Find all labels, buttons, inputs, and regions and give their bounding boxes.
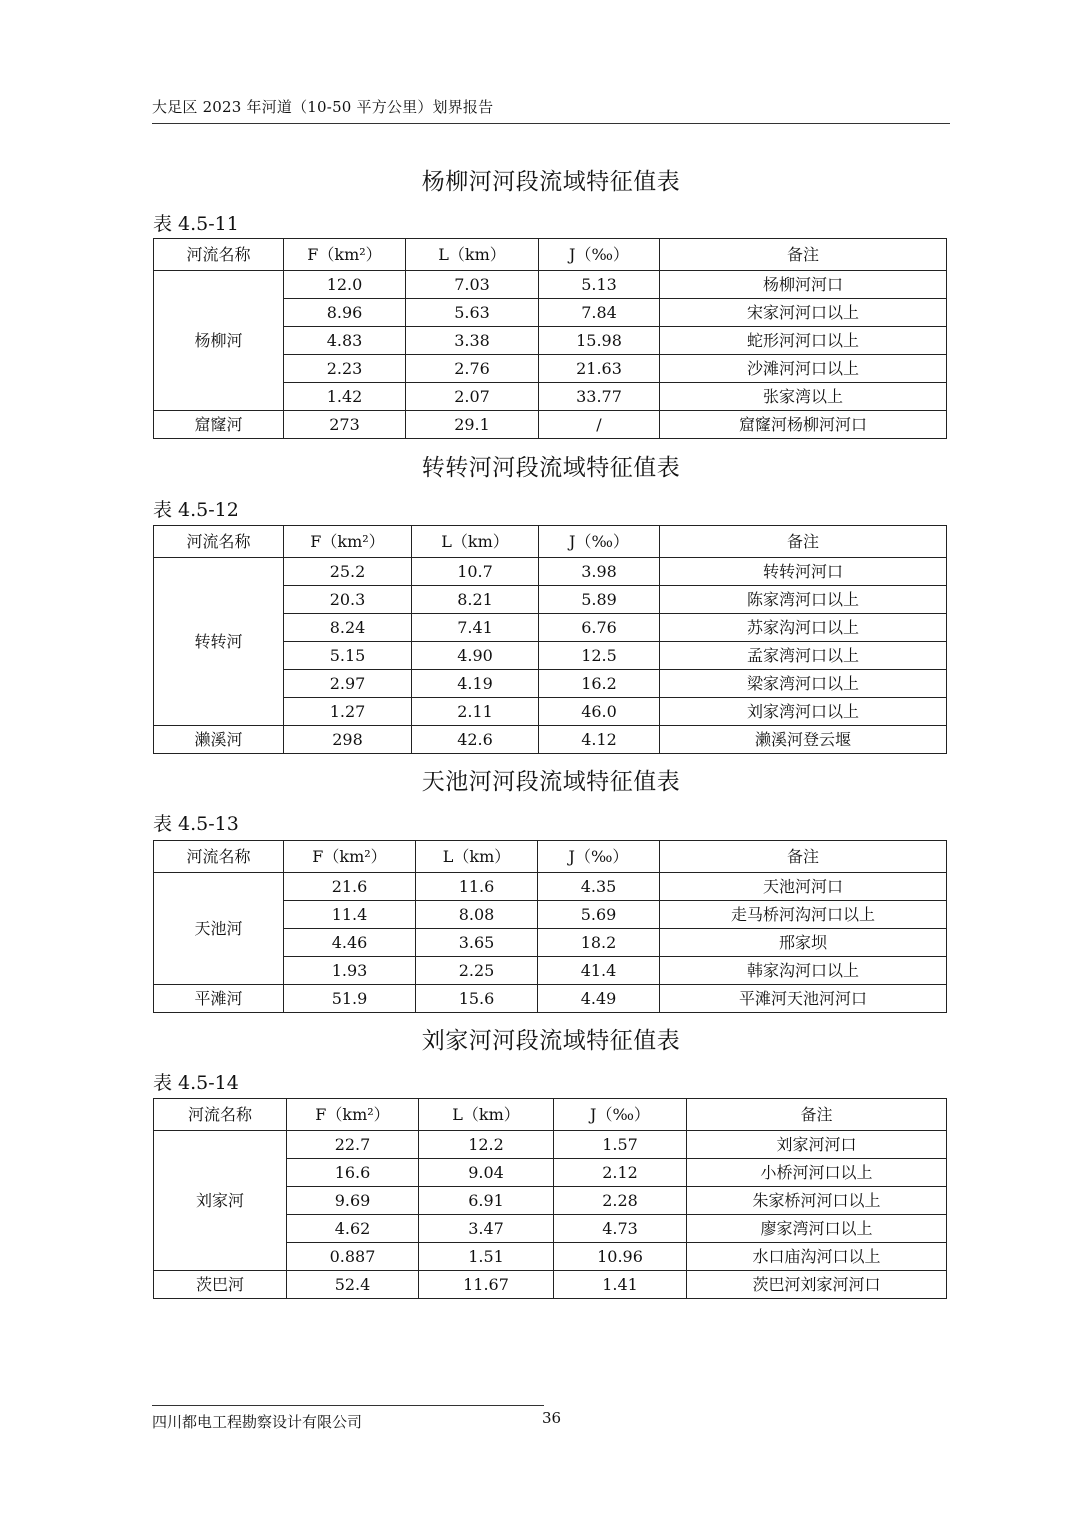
parent-river-row <box>154 1271 947 1299</box>
value-cell: 52.4 <box>287 1271 419 1299</box>
remark-cell: 廖家湾河口以上 <box>687 1215 947 1243</box>
value-cell: 51.9 <box>284 985 416 1013</box>
value-cell: 1.51 <box>419 1243 554 1271</box>
value-cell: 33.77 <box>539 383 660 411</box>
value-cell: 4.19 <box>412 670 539 698</box>
parent-river-row <box>154 726 947 754</box>
value-cell: 2.76 <box>406 355 539 383</box>
remark-cell: 茨巴河刘家河河口 <box>687 1271 947 1299</box>
table-title: 刘家河河段流域特征值表 <box>421 1028 681 1054</box>
value-cell: 3.65 <box>416 929 538 957</box>
river-name-cell: 窟窿河 <box>154 411 284 439</box>
value-cell: 20.3 <box>284 586 412 614</box>
river-name-cell: 濑溪河 <box>154 726 284 754</box>
remark-cell: 刘家湾河口以上 <box>660 698 947 726</box>
column-header: 河流名称 <box>154 526 284 558</box>
value-cell: 18.2 <box>538 929 660 957</box>
remark-cell: 刘家河河口 <box>687 1131 947 1159</box>
value-cell: 1.57 <box>554 1131 687 1159</box>
remark-cell: 孟家湾河口以上 <box>660 642 947 670</box>
remark-cell: 张家湾以上 <box>660 383 947 411</box>
footer-divider <box>152 1405 544 1406</box>
remark-cell: 濑溪河登云堰 <box>660 726 947 754</box>
column-header: L（km） <box>416 841 538 873</box>
value-cell: 16.2 <box>539 670 660 698</box>
value-cell: 12.0 <box>284 271 406 299</box>
remark-cell: 小桥河河口以上 <box>687 1159 947 1187</box>
value-cell: 2.11 <box>412 698 539 726</box>
column-header: L（km） <box>406 239 539 271</box>
value-cell: 16.6 <box>287 1159 419 1187</box>
table-header-row <box>154 239 947 271</box>
value-cell: 2.28 <box>554 1187 687 1215</box>
value-cell: 298 <box>284 726 412 754</box>
river-name-cell: 转转河 <box>154 558 284 726</box>
column-header: 河流名称 <box>154 239 284 271</box>
remark-cell: 宋家河河口以上 <box>660 299 947 327</box>
table-number: 表 4.5-14 <box>153 1072 239 1094</box>
table-row <box>154 873 947 901</box>
value-cell: 5.13 <box>539 271 660 299</box>
river-name-cell: 天池河 <box>154 873 284 985</box>
table-number: 表 4.5-11 <box>153 213 239 235</box>
value-cell: 0.887 <box>287 1243 419 1271</box>
value-cell: 4.90 <box>412 642 539 670</box>
value-cell: 1.41 <box>554 1271 687 1299</box>
value-cell: 6.91 <box>419 1187 554 1215</box>
value-cell: 8.24 <box>284 614 412 642</box>
value-cell: 46.0 <box>539 698 660 726</box>
value-cell: 8.96 <box>284 299 406 327</box>
value-cell: 4.49 <box>538 985 660 1013</box>
remark-cell: 苏家沟河口以上 <box>660 614 947 642</box>
river-name-cell: 刘家河 <box>154 1131 287 1271</box>
value-cell: 11.6 <box>416 873 538 901</box>
column-header: 备注 <box>660 841 947 873</box>
parent-river-row <box>154 985 947 1013</box>
remark-cell: 蛇形河河口以上 <box>660 327 947 355</box>
value-cell: 273 <box>284 411 406 439</box>
value-cell: 2.97 <box>284 670 412 698</box>
column-header: 河流名称 <box>154 1099 287 1131</box>
value-cell: 7.41 <box>412 614 539 642</box>
table-header-row <box>154 526 947 558</box>
value-cell: 4.46 <box>284 929 416 957</box>
remark-cell: 陈家湾河口以上 <box>660 586 947 614</box>
table-title: 杨柳河河段流域特征值表 <box>421 169 681 195</box>
value-cell: 7.03 <box>406 271 539 299</box>
value-cell: 42.6 <box>412 726 539 754</box>
value-cell: 4.62 <box>287 1215 419 1243</box>
remark-cell: 平滩河天池河河口 <box>660 985 947 1013</box>
value-cell: 15.98 <box>539 327 660 355</box>
page-number: 36 <box>542 1409 562 1427</box>
value-cell: 8.21 <box>412 586 539 614</box>
value-cell: 22.7 <box>287 1131 419 1159</box>
value-cell: 6.76 <box>539 614 660 642</box>
remark-cell: 邢家坝 <box>660 929 947 957</box>
value-cell: 15.6 <box>416 985 538 1013</box>
value-cell: 9.04 <box>419 1159 554 1187</box>
column-header: J（‰） <box>539 526 660 558</box>
column-header: F（km²） <box>287 1099 419 1131</box>
value-cell: 5.15 <box>284 642 412 670</box>
river-name-cell: 杨柳河 <box>154 271 284 411</box>
value-cell: 1.42 <box>284 383 406 411</box>
value-cell: 5.69 <box>538 901 660 929</box>
column-header: 河流名称 <box>154 841 284 873</box>
value-cell: 1.27 <box>284 698 412 726</box>
value-cell: 2.07 <box>406 383 539 411</box>
column-header: 备注 <box>687 1099 947 1131</box>
value-cell: 10.96 <box>554 1243 687 1271</box>
value-cell: 29.1 <box>406 411 539 439</box>
remark-cell: 窟窿河杨柳河河口 <box>660 411 947 439</box>
column-header: F（km²） <box>284 526 412 558</box>
table-row <box>154 271 947 299</box>
column-header: J（‰） <box>538 841 660 873</box>
value-cell: 7.84 <box>539 299 660 327</box>
remark-cell: 走马桥河沟河口以上 <box>660 901 947 929</box>
column-header: 备注 <box>660 239 947 271</box>
table-number: 表 4.5-13 <box>153 813 239 835</box>
column-header: F（km²） <box>284 841 416 873</box>
column-header: 备注 <box>660 526 947 558</box>
table-number: 表 4.5-12 <box>153 499 239 521</box>
table-row <box>154 558 947 586</box>
remark-cell: 韩家沟河口以上 <box>660 957 947 985</box>
remark-cell: 杨柳河河口 <box>660 271 947 299</box>
table-title: 转转河河段流域特征值表 <box>421 455 681 481</box>
value-cell: 4.35 <box>538 873 660 901</box>
value-cell: / <box>539 411 660 439</box>
value-cell: 5.63 <box>406 299 539 327</box>
value-cell: 21.6 <box>284 873 416 901</box>
page-header-title: 大足区 2023 年河道（10-50 平方公里）划界报告 <box>152 98 494 116</box>
value-cell: 3.98 <box>539 558 660 586</box>
value-cell: 5.89 <box>539 586 660 614</box>
value-cell: 4.12 <box>539 726 660 754</box>
value-cell: 1.93 <box>284 957 416 985</box>
watershed-table <box>153 525 947 754</box>
footer-company: 四川都电工程勘察设计有限公司 <box>152 1413 363 1431</box>
value-cell: 3.47 <box>419 1215 554 1243</box>
table-title: 天池河河段流域特征值表 <box>421 769 681 795</box>
value-cell: 4.73 <box>554 1215 687 1243</box>
remark-cell: 朱家桥河河口以上 <box>687 1187 947 1215</box>
remark-cell: 水口庙沟河口以上 <box>687 1243 947 1271</box>
header-divider <box>152 123 950 124</box>
remark-cell: 转转河河口 <box>660 558 947 586</box>
value-cell: 11.67 <box>419 1271 554 1299</box>
value-cell: 12.2 <box>419 1131 554 1159</box>
value-cell: 41.4 <box>538 957 660 985</box>
river-name-cell: 茨巴河 <box>154 1271 287 1299</box>
value-cell: 10.7 <box>412 558 539 586</box>
column-header: L（km） <box>419 1099 554 1131</box>
watershed-table <box>153 238 947 439</box>
value-cell: 3.38 <box>406 327 539 355</box>
remark-cell: 天池河河口 <box>660 873 947 901</box>
value-cell: 11.4 <box>284 901 416 929</box>
value-cell: 2.12 <box>554 1159 687 1187</box>
watershed-table <box>153 840 947 1013</box>
column-header: F（km²） <box>284 239 406 271</box>
column-header: L（km） <box>412 526 539 558</box>
value-cell: 4.83 <box>284 327 406 355</box>
value-cell: 9.69 <box>287 1187 419 1215</box>
remark-cell: 梁家湾河口以上 <box>660 670 947 698</box>
table-row <box>154 1131 947 1159</box>
remark-cell: 沙滩河河口以上 <box>660 355 947 383</box>
table-header-row <box>154 1099 947 1131</box>
parent-river-row <box>154 411 947 439</box>
table-header-row <box>154 841 947 873</box>
watershed-table <box>153 1098 947 1299</box>
value-cell: 21.63 <box>539 355 660 383</box>
value-cell: 2.23 <box>284 355 406 383</box>
value-cell: 8.08 <box>416 901 538 929</box>
value-cell: 2.25 <box>416 957 538 985</box>
value-cell: 12.5 <box>539 642 660 670</box>
value-cell: 25.2 <box>284 558 412 586</box>
river-name-cell: 平滩河 <box>154 985 284 1013</box>
column-header: J（‰） <box>554 1099 687 1131</box>
column-header: J（‰） <box>539 239 660 271</box>
